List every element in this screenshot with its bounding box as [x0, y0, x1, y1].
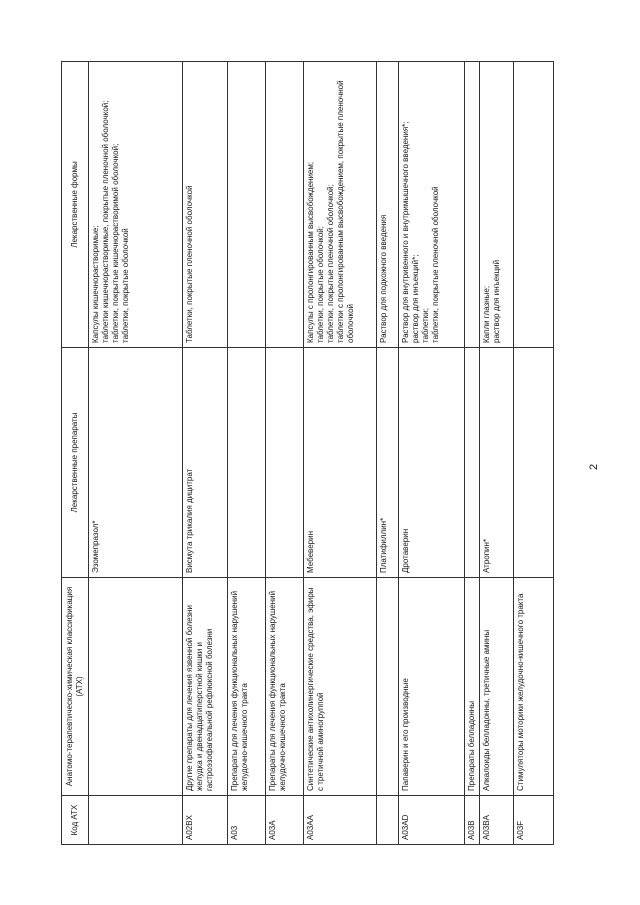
cell-code: A03A: [266, 796, 304, 845]
cell-code: A02BX: [183, 796, 228, 845]
cell-drug: [514, 348, 554, 578]
cell-forms: [399, 62, 465, 348]
form-item: раствор для инъекций: [492, 259, 501, 343]
cell-classification: Папаверин и его производные: [399, 578, 465, 796]
table-row: [465, 62, 480, 845]
cell-classification: Стимуляторы моторики желудочно-кишечного тракта: [514, 578, 554, 796]
form-item: Капли глазные;: [482, 285, 491, 343]
cell-forms: [228, 62, 266, 348]
cell-classification: [377, 578, 399, 796]
form-item: таблетки, покрытые пленочной оболочкой;: [326, 184, 335, 343]
table-row: [266, 62, 304, 845]
form-item: таблетки, покрытые оболочкой;: [316, 226, 325, 343]
cell-code: A03BA: [480, 796, 514, 845]
cell-code: A03B: [465, 796, 480, 845]
form-item: таблетки с пролонгированным высвобождением, покрытые пленочной оболочкой: [336, 80, 355, 343]
cell-classification: [89, 578, 183, 796]
form-item: Таблетки, покрытые пленочной оболочкой: [185, 185, 194, 343]
cell-classification: Препараты для лечения функциональных нарушений желудочно-кишечного тракта: [228, 578, 266, 796]
form-item: таблетки кишечнорастворимые, покрытые пленочной оболочкой;: [101, 100, 110, 343]
page-number: 2: [588, 463, 600, 470]
form-item: таблетки, покрытые кишечнорастворимой оболочкой;: [111, 143, 120, 343]
table-row: [228, 62, 266, 845]
cell-forms: [514, 62, 554, 348]
form-item: Раствор для подкожного введения: [379, 214, 388, 343]
cell-code: A03AA: [304, 796, 377, 845]
cell-code: A03AD: [399, 796, 465, 845]
cell-forms: [183, 62, 228, 348]
cell-forms: [465, 62, 480, 348]
table-row: [399, 62, 465, 845]
header-code: Код АТХ: [62, 796, 89, 845]
table-row: [377, 62, 399, 845]
cell-code: [89, 796, 183, 845]
header-drugs: Лекарственные препараты: [62, 348, 89, 578]
cell-drug: Платифиллин*: [377, 348, 399, 578]
header-classification: Анатомо-терапевтическо-химическая классификация (АТХ): [62, 578, 89, 796]
form-item: Раствор для внутривенного и внутримышечного введения*;: [401, 121, 410, 343]
cell-code: A03: [228, 796, 266, 845]
cell-forms: [480, 62, 514, 348]
cell-drug: Эзомепразол*: [89, 348, 183, 578]
table-row: [514, 62, 554, 845]
cell-code: A03F: [514, 796, 554, 845]
table-row: [304, 62, 377, 845]
table-row: [480, 62, 514, 845]
cell-drug: [266, 348, 304, 578]
cell-forms: [266, 62, 304, 348]
cell-classification: Другие препараты для лечения язвенной болезни желудка и двенадцатиперстной кишки и гастроэзофагеальной рефлюксной болезни: [183, 578, 228, 796]
form-item: раствор для инъекций*;: [411, 254, 420, 343]
cell-classification: Препараты белладонны: [465, 578, 480, 796]
cell-drug: Мебеверин: [304, 348, 377, 578]
cell-classification: Синтетические антихолинергические средства, эфиры с третичной аминогруппой: [304, 578, 377, 796]
form-item: таблетки, покрытые оболочкой: [121, 228, 130, 343]
cell-drug: [465, 348, 480, 578]
form-item: таблетки, покрытые пленочной оболочкой: [431, 186, 440, 343]
cell-drug: Висмута трикалия дицитрат: [183, 348, 228, 578]
form-item: таблетки;: [421, 308, 430, 343]
cell-drug: [228, 348, 266, 578]
cell-drug: Дротаверин: [399, 348, 465, 578]
cell-forms: [304, 62, 377, 348]
table-body: [89, 62, 554, 845]
form-item: Капсулы кишечнорастворимые;: [91, 225, 100, 343]
cell-forms: [377, 62, 399, 348]
cell-forms: [89, 62, 183, 348]
table-row: [183, 62, 228, 845]
table-row: [89, 62, 183, 845]
cell-classification: Алкалоиды белладонны, третичные амины: [480, 578, 514, 796]
drug-table: [61, 61, 554, 845]
table-header-row: [62, 62, 89, 845]
cell-drug: Атропин*: [480, 348, 514, 578]
cell-code: [377, 796, 399, 845]
form-item: Капсулы с пролонгированным высвобождением;: [306, 161, 315, 343]
header-forms: Лекарственные формы: [62, 62, 89, 348]
cell-classification: Препараты для лечения функциональных нарушений желудочно-кишечного тракта: [266, 578, 304, 796]
